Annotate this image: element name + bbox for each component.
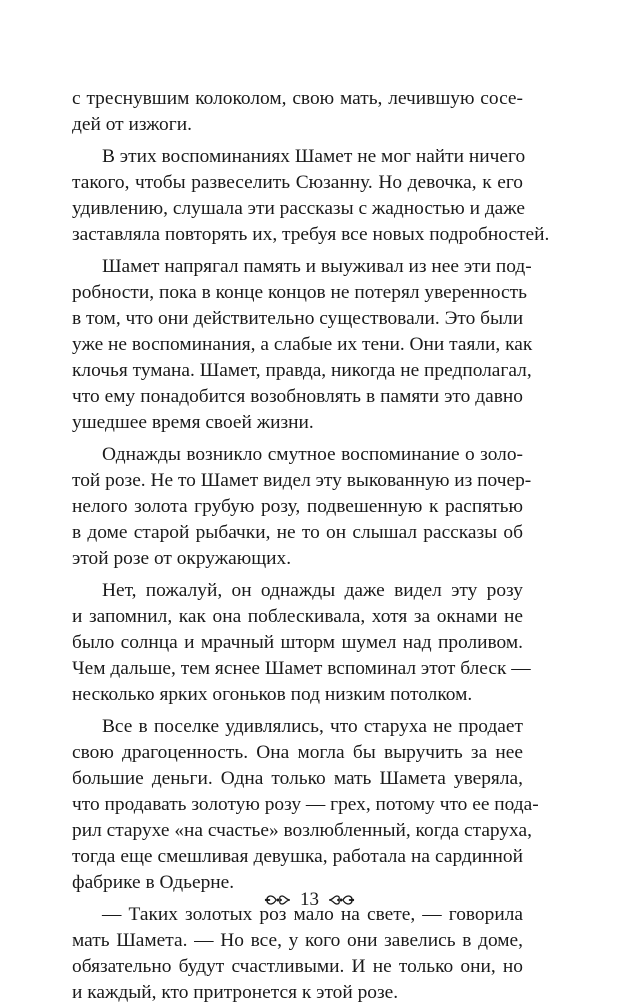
text-line: заставляла повторять их, требуя все новых подробностей. (72, 224, 550, 245)
paragraph (72, 254, 533, 436)
text-line: большие деньги. Одна только мать Шамета уверяла, (72, 768, 523, 789)
text-line: — Таких золотых роз мало на свете, — говорила (102, 904, 523, 925)
paragraph (72, 144, 550, 248)
text-line: такого, чтобы развеселить Сюзанну. Но девочка, к его (72, 172, 523, 193)
page-number: 13 (300, 889, 319, 910)
text-line: в доме старой рыбачки, не то он слышал рассказы об (72, 522, 523, 543)
text-line: Все в поселке удивлялись, что старуха не продает (102, 716, 523, 737)
text-line: фабрике в Одьерне. (72, 872, 235, 893)
text-line: мать Шамета. — Но все, у кого они завелись в доме, (72, 930, 523, 951)
text-line: дей от изжоги. (72, 114, 192, 135)
text-line: что продавать золотую розу — грех, потому что ее пода- (72, 794, 539, 815)
text-line: клочья тумана. Шамет, правда, никогда не предполагал, (72, 360, 532, 381)
paragraph (72, 442, 532, 572)
right-ornament-icon (327, 890, 355, 910)
text-line: этой розе от окружающих. (72, 548, 292, 569)
text-line: В этих воспоминаниях Шамет не мог найти ничего (102, 146, 526, 167)
text-line: тогда еще смешливая девушка, работала на сардинной (72, 846, 523, 867)
text-line: ушедшее время своей жизни. (72, 412, 314, 433)
text-line: Чем дальше, тем яснее Шамет вспоминал этот блеск — (72, 658, 531, 679)
text-line: Шамет напрягал память и выуживал из нее эти под- (102, 256, 532, 277)
text-line: уже не воспоминания, а слабые их тени. Они таяли, как (72, 334, 533, 355)
text-line: обязательно будут счастливыми. И не только они, но (72, 956, 523, 977)
paragraph (72, 86, 523, 138)
text-line: с треснувшим колоколом, свою мать, лечившую сосе- (72, 88, 523, 109)
text-line: свою драгоценность. Она могла бы выручить за нее (72, 742, 523, 763)
text-line: удивлению, слушала эти рассказы с жадностью и даже (72, 198, 526, 219)
paragraph (72, 578, 531, 708)
page-folio (0, 889, 619, 911)
text-line: несколько ярких огоньков под низким потолком. (72, 684, 473, 705)
paragraph (72, 902, 523, 1006)
text-line: той розе. Не то Шамет видел эту выкованную из почер- (72, 470, 532, 491)
text-line: было солнца и мрачный шторм шумел над проливом. (72, 632, 523, 653)
text-line: рил старухе «на счастье» возлюбленный, когда старуха, (72, 820, 532, 841)
text-line: Однажды возникло смутное воспоминание о золо- (102, 444, 523, 465)
left-ornament-icon (264, 890, 292, 910)
text-line: нелого золота грубую розу, подвешенную к распятью (72, 496, 523, 517)
body-text (72, 86, 550, 1006)
text-line: в том, что они действительно существовали. Это были (72, 308, 524, 329)
text-line: Нет, пожалуй, он однажды даже видел эту розу (102, 580, 523, 601)
paragraph (72, 714, 539, 896)
text-line: и каждый, кто притронется к этой розе. (72, 982, 399, 1003)
text-line: что ему понадобится возобновлять в памяти это давно (72, 386, 523, 407)
text-line: робности, пока в конце концов не потерял уверенность (72, 282, 527, 303)
text-line: и запомнил, как она поблескивала, хотя за окнами не (72, 606, 523, 627)
